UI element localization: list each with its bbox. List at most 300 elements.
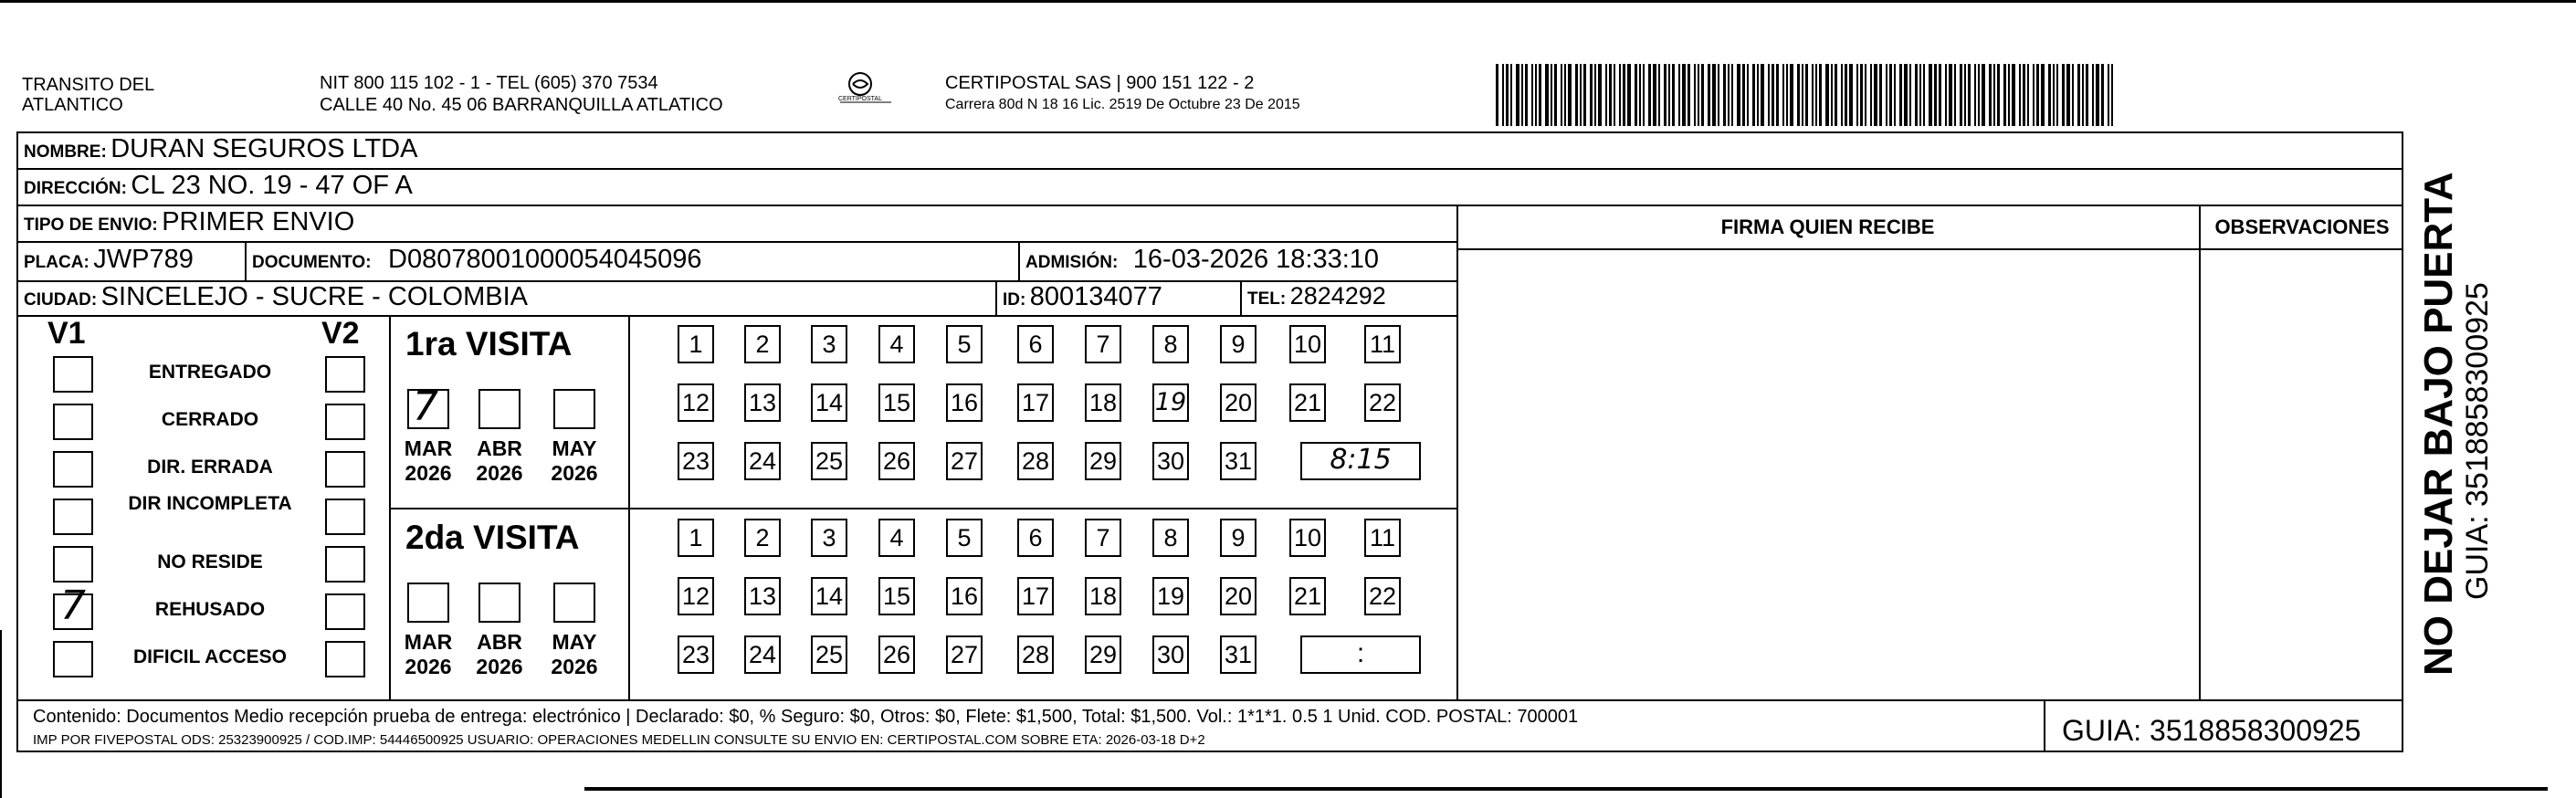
sender-contact <box>320 73 723 115</box>
barcode-bar <box>1841 64 1843 126</box>
day-box-20[interactable]: 20 <box>1220 577 1256 615</box>
day-box-22[interactable]: 22 <box>1364 577 1401 615</box>
day-box-2[interactable]: 2 <box>744 325 781 363</box>
barcode-bar <box>1609 64 1612 126</box>
barcode <box>1496 64 2226 126</box>
day-box-27[interactable]: 27 <box>946 442 983 480</box>
barcode-bar <box>2072 64 2074 126</box>
day-box-29[interactable]: 29 <box>1085 442 1121 480</box>
barcode-bar <box>1554 64 1557 126</box>
tipo-envio-row <box>24 207 354 237</box>
v2-checkbox-7[interactable] <box>325 641 365 677</box>
certipostal-logo <box>838 71 902 111</box>
day-box-24[interactable]: 24 <box>744 635 781 674</box>
barcode-bar <box>1802 64 1803 126</box>
barcode-bar <box>1531 64 1533 126</box>
barcode-bar <box>1627 64 1631 126</box>
day-box-28[interactable]: 28 <box>1017 635 1054 674</box>
left-scan-edge <box>0 630 2 798</box>
barcode-bar <box>1886 64 1887 126</box>
barcode-bar <box>1831 64 1833 126</box>
barcode-bar <box>1874 64 1877 126</box>
barcode-bar <box>1510 64 1512 126</box>
v2-header: V2 <box>321 316 360 351</box>
month-name: MAR <box>404 436 453 460</box>
day-box-11[interactable]: 11 <box>1364 519 1401 557</box>
barcode-bar <box>1551 64 1552 126</box>
nit-line: NIT 800 115 102 - 1 - TEL (605) 370 7534 <box>320 73 658 93</box>
barcode-bar <box>2062 64 2065 126</box>
sender-line-1: TRANSITO DEL <box>22 75 155 95</box>
barcode-bar <box>1561 64 1562 126</box>
barcode-bar <box>1870 64 1872 126</box>
id-field <box>1003 282 1162 312</box>
barcode-bar <box>1737 64 1740 126</box>
barcode-bar <box>2008 64 2010 126</box>
month-label <box>468 436 531 486</box>
barcode-bar <box>2041 64 2045 126</box>
day-box-27[interactable]: 27 <box>946 635 983 674</box>
month-year: 2026 <box>476 655 523 678</box>
barcode-bar <box>1575 64 1578 126</box>
month-checkbox-may[interactable] <box>553 389 595 429</box>
month-checkbox-abr[interactable] <box>478 389 520 429</box>
day-box-13[interactable]: 13 <box>744 577 781 615</box>
status-label-6: REHUSADO <box>154 599 266 620</box>
barcode-bar <box>1752 64 1755 126</box>
barcode-bar <box>1698 64 1699 126</box>
barcode-bar <box>1605 64 1607 126</box>
barcode-bar <box>1919 64 1921 126</box>
barcode-bar <box>1899 64 1902 126</box>
day-box-10[interactable]: 10 <box>1289 519 1326 557</box>
day-box-29[interactable]: 29 <box>1085 635 1121 674</box>
v1-check-mark: 7 <box>60 583 86 629</box>
barcode-bar <box>1849 64 1853 126</box>
barcode-bar <box>1664 64 1667 126</box>
status-label-2: CERRADO <box>161 409 259 430</box>
day-box-2[interactable]: 2 <box>744 519 781 557</box>
tipo-envio-label: TIPO DE ENVIO: <box>24 215 158 235</box>
col-divider <box>1456 205 1458 699</box>
day-box-30[interactable]: 30 <box>1152 635 1189 674</box>
day-box-21[interactable]: 21 <box>1289 577 1326 615</box>
day-box-12[interactable]: 12 <box>678 383 714 422</box>
barcode-bar <box>1545 64 1549 126</box>
barcode-bar <box>1583 64 1586 126</box>
month-check-mark: 7 <box>413 383 438 430</box>
month-label <box>396 630 460 679</box>
day-box-28[interactable]: 28 <box>1017 442 1054 480</box>
month-label <box>542 630 606 679</box>
barcode-bar <box>1982 64 1985 126</box>
barcode-bar <box>1909 64 1911 126</box>
v1-checkbox-5[interactable] <box>53 546 93 583</box>
barcode-bar <box>1653 64 1656 126</box>
barcode-bar <box>1954 64 1956 126</box>
day-box-16[interactable]: 16 <box>946 383 983 422</box>
day-box-5[interactable]: 5 <box>946 519 983 557</box>
month-name: MAR <box>404 630 453 654</box>
day-box-17[interactable]: 17 <box>1017 383 1054 422</box>
sender-line-2: ATLANTICO <box>22 95 123 115</box>
day-box-19[interactable]: 19 <box>1152 577 1189 615</box>
day-box-30[interactable]: 30 <box>1152 442 1189 480</box>
v1-checkbox-6[interactable] <box>53 583 93 630</box>
visit-title-2: 2da VISITA <box>405 519 580 556</box>
day-box-20[interactable]: 20 <box>1220 383 1256 422</box>
company-block <box>945 73 1300 113</box>
barcode-bar <box>1812 64 1814 126</box>
status-label-7: DIFICIL ACCESO <box>132 646 287 667</box>
barcode-bar <box>1712 64 1716 126</box>
barcode-bar <box>1904 64 1908 126</box>
barcode-bar <box>2053 64 2055 126</box>
barcode-bar <box>1516 64 1519 126</box>
day-box-10[interactable]: 10 <box>1289 325 1326 363</box>
barcode-bar <box>1949 64 1952 126</box>
barcode-bar <box>1701 64 1704 126</box>
month-name: MAY <box>552 436 597 460</box>
barcode-bar <box>1797 64 1800 126</box>
v2-checkbox-3[interactable] <box>325 451 365 488</box>
barcode-bar <box>2082 64 2084 126</box>
status-divider <box>389 315 391 699</box>
day-box-1[interactable]: 1 <box>678 519 714 557</box>
barcode-bar <box>1929 64 1932 126</box>
month-year: 2026 <box>405 655 452 678</box>
barcode-bar <box>1619 64 1621 126</box>
no-dejar-bajo-puerta: NO DEJAR BAJO PUERTA <box>2416 172 2461 676</box>
barcode-bar <box>2056 64 2058 126</box>
day-box-12[interactable]: 12 <box>678 577 714 615</box>
barcode-bar <box>1945 64 1947 126</box>
day-box-21[interactable]: 21 <box>1289 383 1326 422</box>
v1-checkbox-2[interactable] <box>53 404 93 440</box>
barcode-bar <box>2096 64 2099 126</box>
barcode-bar <box>1865 64 1866 126</box>
barcode-bar <box>1856 64 1858 126</box>
month-checkbox-mar[interactable] <box>407 383 449 430</box>
barcode-bar <box>1658 64 1660 126</box>
month-year: 2026 <box>551 461 598 485</box>
barcode-bar <box>1757 64 1759 126</box>
day-box-8[interactable]: 8 <box>1152 325 1189 363</box>
day-box-13[interactable]: 13 <box>744 383 781 422</box>
guia-box-divider <box>2044 699 2045 752</box>
month-name: ABR <box>477 436 522 460</box>
v2-checkbox-1[interactable] <box>325 356 365 393</box>
barcode-bar <box>2019 64 2021 126</box>
month-day-divider <box>628 315 630 699</box>
barcode-bar <box>1594 64 1596 126</box>
day-box-7[interactable]: 7 <box>1085 519 1121 557</box>
admision-label: ADMISIÓN: <box>1025 253 1119 272</box>
ciudad-value: SINCELEJO - SUCRE - COLOMBIA <box>100 282 528 311</box>
address-line: CALLE 40 No. 45 06 BARRANQUILLA ATLATICO <box>320 95 723 115</box>
id-value: 800134077 <box>1029 282 1162 311</box>
day-box-4[interactable]: 4 <box>878 519 915 557</box>
day-box-24[interactable]: 24 <box>744 442 781 480</box>
month-label <box>396 436 460 486</box>
day-box-25[interactable]: 25 <box>811 635 847 674</box>
visit-divider <box>389 508 1456 509</box>
row-divider <box>16 168 2403 170</box>
barcode-bar <box>1939 64 1941 126</box>
barcode-bar <box>1960 64 1962 126</box>
barcode-bar <box>2036 64 2039 126</box>
barcode-bar <box>1521 64 1523 126</box>
barcode-bar <box>1639 64 1641 126</box>
barcode-bar <box>1768 64 1770 126</box>
barcode-bar <box>1747 64 1749 126</box>
barcode-bar <box>1506 64 1509 126</box>
day-box-1[interactable]: 1 <box>678 325 714 363</box>
status-label-4: DIR INCOMPLETA <box>128 493 292 514</box>
barcode-bar <box>1993 64 1995 126</box>
barcode-bar <box>1815 64 1817 126</box>
nombre-label: NOMBRE: <box>24 142 107 162</box>
firma-header-divider <box>1456 248 2403 250</box>
day-box-15[interactable]: 15 <box>878 383 915 422</box>
day-box-26[interactable]: 26 <box>878 635 915 674</box>
sender-name <box>22 75 154 115</box>
day-box-31[interactable]: 31 <box>1220 442 1256 480</box>
day-box-4[interactable]: 4 <box>878 325 915 363</box>
bottom-scan-edge <box>584 787 2548 791</box>
barcode-bar <box>1819 64 1822 126</box>
day-box-31[interactable]: 31 <box>1220 635 1256 674</box>
col-divider <box>1018 241 1020 280</box>
documento-field <box>252 245 702 275</box>
barcode-bar <box>1879 64 1882 126</box>
tel-field <box>1247 282 1386 310</box>
top-scan-edge <box>0 0 2576 3</box>
barcode-bar <box>2092 64 2094 126</box>
barcode-bar <box>2003 64 2006 126</box>
month-year: 2026 <box>551 655 598 678</box>
barcode-bar <box>2101 64 2104 126</box>
day-box-17[interactable]: 17 <box>1017 577 1054 615</box>
day-box-23[interactable]: 23 <box>678 442 714 480</box>
status-label-1: ENTREGADO <box>148 362 272 383</box>
direccion-label: DIRECCIÓN: <box>24 179 127 198</box>
month-name: ABR <box>477 630 522 654</box>
barcode-bar <box>1894 64 1896 126</box>
barcode-bar <box>1694 64 1696 126</box>
barcode-bar <box>1790 64 1793 126</box>
placa-label: PLACA: <box>24 253 89 272</box>
day-box-25[interactable]: 25 <box>811 442 847 480</box>
barcode-bar <box>1889 64 1892 126</box>
col-divider <box>245 241 247 280</box>
day-box-5[interactable]: 5 <box>946 325 983 363</box>
row-divider <box>16 205 2403 206</box>
day-box-23[interactable]: 23 <box>678 635 714 674</box>
barcode-bar <box>2108 64 2109 126</box>
day-box-3[interactable]: 3 <box>811 519 847 557</box>
barcode-bar <box>1786 64 1788 126</box>
barcode-bar <box>1974 64 1976 126</box>
barcode-bar <box>1772 64 1774 126</box>
barcode-bar <box>1989 64 1992 126</box>
barcode-bar <box>1742 64 1745 126</box>
month-label <box>468 630 531 679</box>
side-guia: GUIA: 3518858300925 <box>2460 282 2495 600</box>
barcode-bar <box>1968 64 1971 126</box>
day-box-14[interactable]: 14 <box>811 577 847 615</box>
month-checkbox-mar[interactable] <box>407 583 449 623</box>
day-box-22[interactable]: 22 <box>1364 383 1401 422</box>
day-box-6[interactable]: 6 <box>1017 325 1054 363</box>
nombre-value: DURAN SEGUROS LTDA <box>110 134 418 163</box>
barcode-bar <box>2066 64 2070 126</box>
barcode-bar <box>2033 64 2035 126</box>
tipo-envio-value: PRIMER ENVIO <box>162 207 355 236</box>
logo-text: CERTIPOSTAL <box>838 96 882 102</box>
barcode-bar <box>1761 64 1764 126</box>
tel-label: TEL: <box>1247 289 1287 309</box>
contenido-text: Contenido: Documentos Medio recepción prueba de entrega: electrónico | Declarado: $0, % Seguro: $0, Otros: $0, Flete: $1,500, Total: $1,500. Vol.: 1*1*1. 0.5 1 Unid. COD. POSTAL: 700001 <box>33 707 1579 727</box>
barcode-bar <box>1643 64 1645 126</box>
barcode-bar <box>1997 64 2000 126</box>
v2-checkbox-2[interactable] <box>325 404 365 440</box>
day-box-18[interactable]: 18 <box>1085 577 1121 615</box>
barcode-bar <box>1496 64 1498 126</box>
day-box-18[interactable]: 18 <box>1085 383 1121 422</box>
barcode-bar <box>1678 64 1680 126</box>
barcode-bar <box>1568 64 1572 126</box>
barcode-bar <box>1915 64 1918 126</box>
v1-checkbox-4[interactable] <box>53 499 93 535</box>
admision-field <box>1025 245 1379 275</box>
barcode-bar <box>1776 64 1779 126</box>
visit-title-1: 1ra VISITA <box>405 325 573 362</box>
barcode-bar <box>1598 64 1602 126</box>
month-checkbox-may[interactable] <box>553 583 595 623</box>
barcode-bar <box>2086 64 2088 126</box>
col-divider <box>995 280 997 315</box>
day-box-14[interactable]: 14 <box>811 383 847 422</box>
barcode-bar <box>2027 64 2029 126</box>
barcode-bar <box>2012 64 2015 126</box>
barcode-bar <box>2023 64 2025 126</box>
barcode-bar <box>1723 64 1726 126</box>
admision-value: 16-03-2026 18:33:10 <box>1132 245 1380 274</box>
footer-guia: GUIA: 3518858300925 <box>2062 714 2361 747</box>
barcode-bar <box>1708 64 1710 126</box>
day-box-19[interactable]: 19 <box>1152 383 1189 422</box>
time-box[interactable]: : <box>1300 635 1421 674</box>
certipostal-logo-icon <box>838 71 902 111</box>
documento-value: D08078001000054045096 <box>388 245 702 274</box>
v1-checkbox-1[interactable] <box>53 356 93 393</box>
day-box-16[interactable]: 16 <box>946 577 983 615</box>
barcode-bar <box>1502 64 1504 126</box>
barcode-bar <box>1648 64 1651 126</box>
barcode-bar <box>1782 64 1784 126</box>
barcode-bar <box>2077 64 2080 126</box>
barcode-bar <box>1623 64 1625 126</box>
row-divider <box>16 315 1456 317</box>
month-year: 2026 <box>405 461 452 485</box>
barcode-bar <box>1860 64 1863 126</box>
barcode-bar <box>1672 64 1675 126</box>
month-label <box>542 436 606 486</box>
v1-header: V1 <box>47 316 86 351</box>
barcode-bar <box>1539 64 1541 126</box>
day-box-9[interactable]: 9 <box>1220 519 1256 557</box>
imp-text: IMP POR FIVEPOSTAL ODS: 25323900925 / COD.IMP: 54446500925 USUARIO: OPERACIONES MEDELLIN CONSULTE SU ENVIO EN: CERTIPOSTAL.COM SOBRE ETA: 2026-03-18 D+2 <box>33 732 1205 748</box>
row-divider <box>16 241 1456 243</box>
day-box-7[interactable]: 7 <box>1085 325 1121 363</box>
v1-checkbox-7[interactable] <box>53 641 93 677</box>
direccion-value: CL 23 NO. 19 - 47 OF A <box>131 171 413 200</box>
status-label-3: DIR. ERRADA <box>147 457 273 478</box>
day-box-9[interactable]: 9 <box>1220 325 1256 363</box>
col-divider <box>2199 205 2201 699</box>
barcode-bar <box>1825 64 1829 126</box>
observaciones-header: OBSERVACIONES <box>2214 215 2390 238</box>
day-box-8[interactable]: 8 <box>1152 519 1189 557</box>
day-box-15[interactable]: 15 <box>878 577 915 615</box>
barcode-bar <box>1835 64 1837 126</box>
v1-checkbox-3[interactable] <box>53 451 93 488</box>
col-divider <box>1240 280 1242 315</box>
day-box-11[interactable]: 11 <box>1364 325 1401 363</box>
month-year: 2026 <box>476 461 523 485</box>
barcode-bar <box>2111 64 2113 126</box>
barcode-bar <box>1590 64 1593 126</box>
barcode-bar <box>1535 64 1537 126</box>
barcode-bar <box>1635 64 1637 126</box>
barcode-bar <box>1688 64 1690 126</box>
time-box[interactable]: 8:15 <box>1300 442 1421 480</box>
id-label: ID: <box>1003 290 1026 310</box>
barcode-bar <box>1668 64 1670 126</box>
barcode-bar <box>1923 64 1925 126</box>
documento-label: DOCUMENTO: <box>252 253 372 272</box>
barcode-bar <box>1728 64 1730 126</box>
license-line: Carrera 80d N 18 16 Lic. 2519 De Octubre 23 De 2015 <box>945 97 1300 112</box>
month-checkbox-abr[interactable] <box>478 583 520 623</box>
barcode-bar <box>1845 64 1847 126</box>
tel-value: 2824292 <box>1289 282 1386 310</box>
day-box-6[interactable]: 6 <box>1017 519 1054 557</box>
day-box-26[interactable]: 26 <box>878 442 915 480</box>
ciudad-label: CIUDAD: <box>24 290 98 310</box>
barcode-bar <box>1978 64 1980 126</box>
barcode-bar <box>1934 64 1937 126</box>
day-box-3[interactable]: 3 <box>811 325 847 363</box>
placa-field <box>24 245 194 275</box>
company-line: CERTIPOSTAL SAS | 900 151 122 - 2 <box>945 73 1255 93</box>
barcode-bar <box>2048 64 2051 126</box>
v2-checkbox-5[interactable] <box>325 546 365 583</box>
v2-checkbox-4[interactable] <box>325 499 365 535</box>
month-name: MAY <box>552 630 597 654</box>
v2-checkbox-6[interactable] <box>325 593 365 630</box>
barcode-bar <box>1564 64 1566 126</box>
firma-header: FIRMA QUIEN RECIBE <box>1720 215 1935 238</box>
barcode-bar <box>1614 64 1615 126</box>
barcode-bar <box>1731 64 1733 126</box>
barcode-bar <box>1718 64 1719 126</box>
barcode-bar <box>1525 64 1528 126</box>
barcode-bar <box>1805 64 1808 126</box>
status-label-5: NO RESIDE <box>157 551 263 572</box>
barcode-bar <box>1682 64 1686 126</box>
